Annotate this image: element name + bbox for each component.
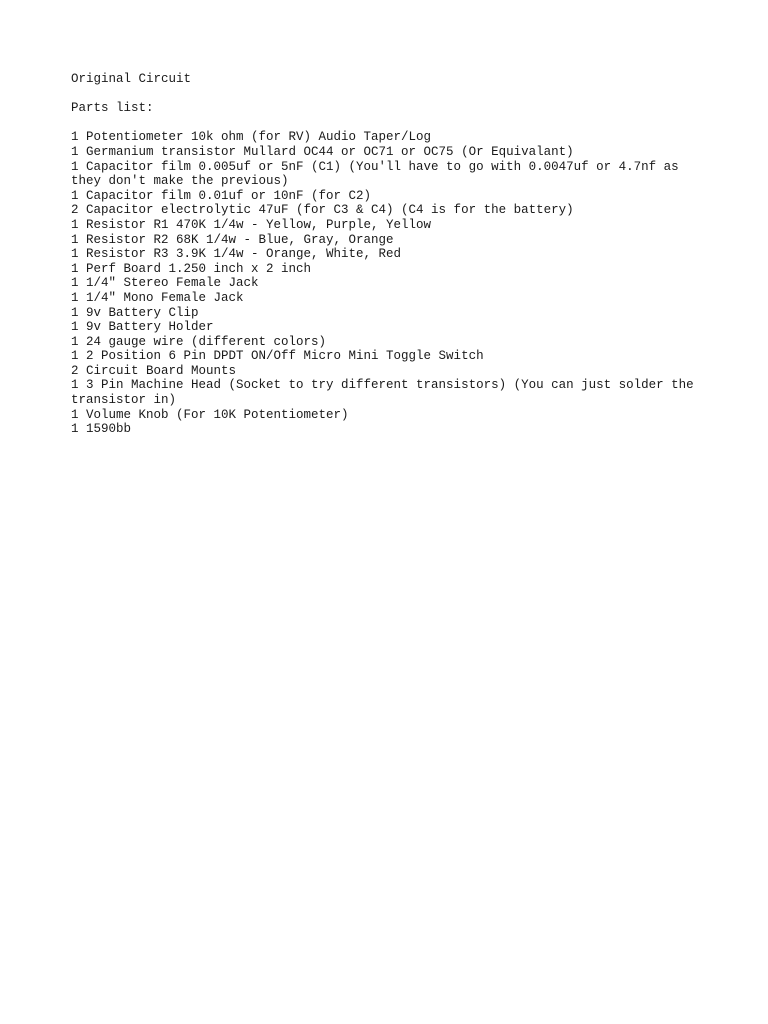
list-item: 1 Resistor R1 470K 1/4w - Yellow, Purple, Yellow (71, 217, 432, 232)
document-page (71, 72, 711, 437)
list-item: 1 2 Position 6 Pin DPDT ON/Off Micro Mini Toggle Switch (71, 349, 484, 364)
list-item: 1 Capacitor film 0.005uf or 5nF (C1) (You'll have to go with 0.0047uf or 4.7nf as they don't make the previous) (71, 159, 687, 189)
list-item: 1 Perf Board 1.250 inch x 2 inch (71, 261, 312, 276)
list-item: 1 Volume Knob (For 10K Potentiometer) (71, 407, 349, 422)
list-item: 2 Circuit Board Mounts (71, 363, 237, 378)
spacer (71, 116, 711, 131)
parts-list (71, 130, 711, 436)
list-item: 1 9v Battery Clip (71, 305, 199, 320)
list-item: 1 Resistor R3 3.9K 1/4w - Orange, White, Red (71, 247, 402, 262)
list-item: 1 Germanium transistor Mullard OC44 or OC71 or OC75 (Or Equivalant) (71, 144, 574, 159)
parts-list-heading: Parts list: (71, 101, 154, 116)
document-title: Original Circuit (71, 72, 192, 86)
list-item: 1 24 gauge wire (different colors) (71, 334, 327, 349)
list-item: 1 Potentiometer 10k ohm (for RV) Audio Taper/Log (71, 130, 432, 145)
list-item: 1 1590bb (71, 422, 132, 437)
list-item: 1 Resistor R2 68K 1/4w - Blue, Gray, Orange (71, 232, 394, 247)
spacer (71, 87, 711, 102)
list-item: 2 Capacitor electrolytic 47uF (for C3 & C4) (C4 is for the battery) (71, 203, 574, 218)
list-item: 1 3 Pin Machine Head (Socket to try different transistors) (You can just solder the transistor in) (71, 378, 702, 408)
list-item: 1 1/4" Stereo Female Jack (71, 276, 259, 291)
list-item: 1 1/4" Mono Female Jack (71, 290, 244, 305)
list-item: 1 9v Battery Holder (71, 320, 214, 335)
list-item: 1 Capacitor film 0.01uf or 10nF (for C2) (71, 188, 372, 203)
